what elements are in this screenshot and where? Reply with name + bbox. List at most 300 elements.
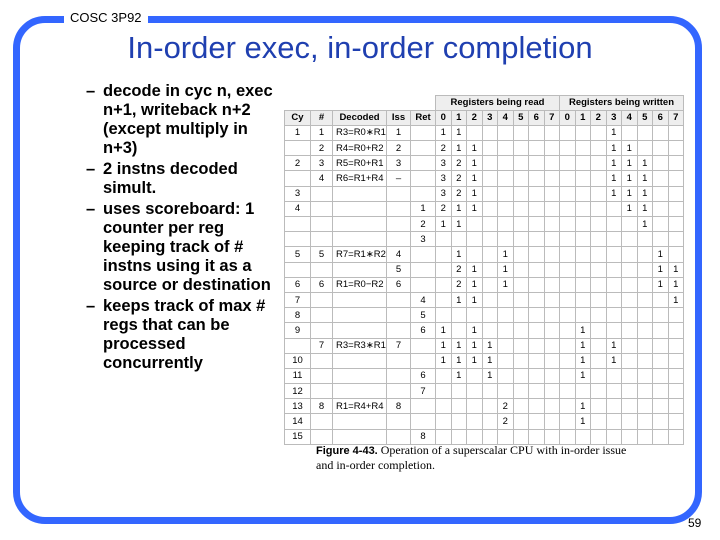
table-cell (591, 141, 607, 156)
table-cell (544, 232, 560, 247)
table-cell (513, 368, 529, 383)
table-cell: 1 (311, 125, 333, 140)
table-cell: 1 (467, 186, 483, 201)
table-cell: 1 (467, 353, 483, 368)
table-cell: 1 (637, 217, 653, 232)
table-cell (451, 232, 467, 247)
table-cell (467, 232, 483, 247)
table-cell (560, 141, 576, 156)
table-cell (544, 141, 560, 156)
table-cell: 6 (285, 277, 311, 292)
table-cell (606, 262, 622, 277)
table-cell (544, 338, 560, 353)
table-cell (560, 338, 576, 353)
table-cell: 1 (482, 353, 498, 368)
table-cell (411, 262, 436, 277)
table-cell (311, 308, 333, 323)
table-cell (285, 338, 311, 353)
table-row (285, 262, 684, 277)
table-cell: 6 (311, 277, 333, 292)
table-cell (544, 399, 560, 414)
table-cell: 1 (451, 217, 467, 232)
table-cell (436, 262, 452, 277)
table-cell (606, 247, 622, 262)
table-cell: 7 (411, 384, 436, 399)
table-cell: 1 (467, 277, 483, 292)
table-cell (544, 186, 560, 201)
table-cell: 1 (467, 156, 483, 171)
table-cell (653, 141, 669, 156)
table-cell (653, 156, 669, 171)
table-cell (513, 353, 529, 368)
table-cell (668, 171, 684, 186)
table-cell (387, 201, 411, 216)
table-cell (544, 217, 560, 232)
table-row (285, 186, 684, 201)
table-cell (513, 414, 529, 429)
table-cell (606, 277, 622, 292)
table-cell (544, 247, 560, 262)
table-cell (513, 125, 529, 140)
table-cell (622, 323, 638, 338)
table-cell (544, 368, 560, 383)
table-cell: 2 (451, 171, 467, 186)
table-cell (622, 399, 638, 414)
column-header: 1 (451, 110, 467, 125)
table-cell: 1 (668, 277, 684, 292)
table-cell (544, 308, 560, 323)
table-cell: 1 (436, 338, 452, 353)
table-cell (498, 308, 514, 323)
table-cell (544, 353, 560, 368)
table-cell (637, 353, 653, 368)
table-cell: 1 (436, 323, 452, 338)
table-cell (591, 201, 607, 216)
table-cell (529, 338, 545, 353)
table-cell: 1 (622, 156, 638, 171)
table-cell (498, 141, 514, 156)
table-cell (591, 323, 607, 338)
page-number: 59 (688, 516, 702, 530)
table-cell (622, 353, 638, 368)
bullet-text: decode in cyc n, exec n+1, writeback n+2 (except multiply in n+3) (103, 82, 273, 157)
table-cell (653, 399, 669, 414)
table-cell: 1 (637, 171, 653, 186)
caption-label: Figure 4-43. (316, 445, 378, 457)
table-cell: 1 (387, 125, 411, 140)
table-cell (482, 232, 498, 247)
table-cell (544, 262, 560, 277)
table-cell (622, 338, 638, 353)
table-cell (637, 125, 653, 140)
table-cell (575, 217, 591, 232)
table-cell (411, 338, 436, 353)
table-cell (387, 368, 411, 383)
table-cell: 2 (311, 141, 333, 156)
table-cell (668, 201, 684, 216)
table-cell (637, 292, 653, 307)
table-cell (333, 232, 387, 247)
table-cell: 3 (311, 156, 333, 171)
table-cell: – (387, 171, 411, 186)
column-header-row (285, 110, 684, 125)
table-cell (637, 247, 653, 262)
table-cell: 12 (285, 384, 311, 399)
registers-read-header: Registers being read (436, 96, 560, 111)
table-cell: 7 (387, 338, 411, 353)
table-cell (560, 323, 576, 338)
table-cell (591, 399, 607, 414)
table-cell: 1 (498, 247, 514, 262)
table-cell: 1 (498, 262, 514, 277)
table-cell: 1 (451, 368, 467, 383)
table-cell: 11 (285, 368, 311, 383)
table-cell (529, 141, 545, 156)
table-cell (513, 232, 529, 247)
table-cell: 2 (451, 277, 467, 292)
table-cell: R5=R0+R1 (333, 156, 387, 171)
table-cell: 1 (451, 292, 467, 307)
registers-written-header: Registers being written (560, 96, 684, 111)
bullet-text: keeps track of max # regs that can be processed concurrently (103, 297, 266, 372)
table-cell: 1 (285, 125, 311, 140)
table-cell (575, 156, 591, 171)
table-cell (529, 217, 545, 232)
column-header: 7 (668, 110, 684, 125)
table-cell (606, 292, 622, 307)
table-cell: 8 (285, 308, 311, 323)
table-cell: 7 (311, 338, 333, 353)
table-cell (606, 368, 622, 383)
table-body (285, 125, 684, 444)
table-cell (498, 217, 514, 232)
table-cell (311, 292, 333, 307)
table-cell (333, 384, 387, 399)
table-cell (451, 414, 467, 429)
table-cell (482, 292, 498, 307)
column-header: 2 (591, 110, 607, 125)
scoreboard-table (284, 95, 684, 445)
table-cell (591, 353, 607, 368)
table-cell (668, 368, 684, 383)
table-cell (513, 217, 529, 232)
table-cell (285, 217, 311, 232)
table-cell: 1 (653, 277, 669, 292)
table-row (285, 338, 684, 353)
table-cell (411, 186, 436, 201)
table-cell (387, 384, 411, 399)
table-cell (451, 384, 467, 399)
group-header-row (285, 96, 684, 111)
table-row (285, 353, 684, 368)
table-cell (560, 217, 576, 232)
table-cell (513, 338, 529, 353)
table-cell (529, 171, 545, 186)
table-cell (387, 308, 411, 323)
table-cell (387, 217, 411, 232)
table-cell (513, 277, 529, 292)
table-cell: 1 (482, 338, 498, 353)
table-cell (513, 384, 529, 399)
table-cell (653, 217, 669, 232)
table-cell: 1 (606, 156, 622, 171)
table-row (285, 156, 684, 171)
table-cell: 1 (451, 338, 467, 353)
table-cell (591, 338, 607, 353)
column-header: 5 (637, 110, 653, 125)
table-cell (591, 232, 607, 247)
table-cell (668, 125, 684, 140)
table-cell (591, 171, 607, 186)
table-cell (544, 201, 560, 216)
table-cell (653, 201, 669, 216)
table-cell (333, 353, 387, 368)
table-cell (333, 323, 387, 338)
table-cell: 1 (467, 171, 483, 186)
table-cell (436, 308, 452, 323)
table-cell (311, 186, 333, 201)
table-cell: 5 (411, 308, 436, 323)
table-cell (668, 186, 684, 201)
table-row (285, 277, 684, 292)
table-cell (436, 232, 452, 247)
table-cell (575, 141, 591, 156)
column-header: 0 (560, 110, 576, 125)
bullet-list (86, 82, 286, 375)
table-cell: 1 (467, 201, 483, 216)
table-cell (560, 201, 576, 216)
table-cell (333, 292, 387, 307)
table-cell (513, 201, 529, 216)
table-cell: 3 (285, 186, 311, 201)
table-cell (591, 384, 607, 399)
table-cell (529, 353, 545, 368)
table-cell (637, 429, 653, 444)
table-cell (482, 217, 498, 232)
table-cell: 3 (387, 156, 411, 171)
table-cell: R6=R1+R4 (333, 171, 387, 186)
table-cell: 10 (285, 353, 311, 368)
table-cell (544, 125, 560, 140)
scoreboard-figure (284, 95, 684, 445)
table-cell (311, 414, 333, 429)
table-cell (575, 186, 591, 201)
table-cell: 1 (451, 201, 467, 216)
table-cell (622, 292, 638, 307)
table-cell: R1=R0−R2 (333, 277, 387, 292)
table-cell (529, 292, 545, 307)
table-cell (333, 368, 387, 383)
table-cell (436, 399, 452, 414)
table-cell: 1 (467, 141, 483, 156)
table-cell: 1 (451, 247, 467, 262)
table-row (285, 232, 684, 247)
table-cell (451, 323, 467, 338)
table-row (285, 384, 684, 399)
table-cell (467, 308, 483, 323)
table-cell (591, 368, 607, 383)
table-cell: 1 (482, 368, 498, 383)
table-cell (513, 171, 529, 186)
table-cell (591, 186, 607, 201)
table-cell (622, 308, 638, 323)
table-cell (560, 247, 576, 262)
table-cell (467, 384, 483, 399)
table-cell (544, 323, 560, 338)
table-cell (387, 323, 411, 338)
table-cell (668, 399, 684, 414)
table-cell: 8 (387, 399, 411, 414)
table-cell (653, 171, 669, 186)
column-header: 3 (482, 110, 498, 125)
table-cell (529, 156, 545, 171)
table-cell (591, 247, 607, 262)
table-row (285, 141, 684, 156)
table-cell (606, 201, 622, 216)
table-cell: 1 (467, 262, 483, 277)
table-cell: 4 (311, 171, 333, 186)
table-cell (411, 277, 436, 292)
table-cell (529, 277, 545, 292)
figure-caption (316, 443, 636, 472)
table-row (285, 171, 684, 186)
table-cell (311, 232, 333, 247)
table-cell (668, 308, 684, 323)
column-header: Ret (411, 110, 436, 125)
table-cell (498, 186, 514, 201)
table-cell (498, 125, 514, 140)
table-row (285, 399, 684, 414)
table-cell: 2 (451, 156, 467, 171)
table-cell: 1 (606, 125, 622, 140)
table-cell (668, 338, 684, 353)
table-cell (513, 247, 529, 262)
table-row (285, 125, 684, 140)
table-cell (411, 414, 436, 429)
table-cell: 1 (637, 201, 653, 216)
table-cell (311, 262, 333, 277)
table-cell (436, 368, 452, 383)
table-cell (622, 368, 638, 383)
table-cell (387, 353, 411, 368)
column-header: 6 (529, 110, 545, 125)
column-header: 0 (436, 110, 452, 125)
table-cell (482, 156, 498, 171)
table-cell (411, 171, 436, 186)
table-cell (653, 414, 669, 429)
table-cell (668, 323, 684, 338)
table-cell (529, 308, 545, 323)
column-header: 4 (498, 110, 514, 125)
table-cell (606, 384, 622, 399)
table-cell (467, 247, 483, 262)
table-cell (451, 399, 467, 414)
table-cell (668, 156, 684, 171)
column-header: 4 (622, 110, 638, 125)
bullet-item: – uses scoreboard: 1 counter per reg keeping track of # instns using it as a source or destination (86, 200, 271, 294)
table-cell: 1 (622, 171, 638, 186)
table-cell (575, 384, 591, 399)
table-cell (637, 308, 653, 323)
table-cell: 1 (668, 292, 684, 307)
table-cell (560, 277, 576, 292)
table-cell (622, 247, 638, 262)
table-cell (285, 232, 311, 247)
table-cell (311, 368, 333, 383)
table-cell (411, 399, 436, 414)
table-cell: 8 (411, 429, 436, 444)
table-cell (411, 353, 436, 368)
table-cell (591, 262, 607, 277)
table-cell: 2 (285, 156, 311, 171)
table-cell: 1 (575, 399, 591, 414)
table-cell (637, 262, 653, 277)
column-header: 2 (467, 110, 483, 125)
table-cell: 4 (285, 201, 311, 216)
table-cell: 1 (606, 338, 622, 353)
table-cell (482, 125, 498, 140)
table-cell (513, 292, 529, 307)
table-cell (606, 232, 622, 247)
table-cell (622, 277, 638, 292)
table-cell: R1=R4+R4 (333, 399, 387, 414)
table-cell (637, 384, 653, 399)
table-cell: 1 (606, 186, 622, 201)
table-cell (311, 201, 333, 216)
table-cell: 14 (285, 414, 311, 429)
table-cell (591, 217, 607, 232)
table-cell: 3 (411, 232, 436, 247)
table-cell: 1 (436, 217, 452, 232)
table-cell: 13 (285, 399, 311, 414)
table-cell: 3 (436, 171, 452, 186)
table-cell (498, 384, 514, 399)
table-cell (653, 429, 669, 444)
table-cell (560, 262, 576, 277)
table-cell: 1 (637, 156, 653, 171)
table-cell (591, 156, 607, 171)
blank-cell (285, 96, 436, 111)
table-cell (513, 156, 529, 171)
table-cell (387, 232, 411, 247)
table-cell: 2 (451, 186, 467, 201)
table-cell (529, 125, 545, 140)
table-cell (560, 414, 576, 429)
table-cell (285, 171, 311, 186)
table-cell (653, 308, 669, 323)
table-cell (668, 232, 684, 247)
table-cell (513, 186, 529, 201)
table-cell (637, 414, 653, 429)
table-cell (482, 323, 498, 338)
table-cell (575, 232, 591, 247)
table-cell: 1 (668, 262, 684, 277)
table-cell (498, 156, 514, 171)
table-cell (436, 247, 452, 262)
column-header: 5 (513, 110, 529, 125)
column-header: Iss (387, 110, 411, 125)
table-cell (467, 125, 483, 140)
table-cell (333, 308, 387, 323)
table-cell (622, 414, 638, 429)
table-row (285, 414, 684, 429)
table-cell: 2 (436, 201, 452, 216)
table-cell: 1 (637, 186, 653, 201)
table-cell (482, 384, 498, 399)
table-cell (653, 368, 669, 383)
table-cell (560, 292, 576, 307)
table-cell (668, 353, 684, 368)
